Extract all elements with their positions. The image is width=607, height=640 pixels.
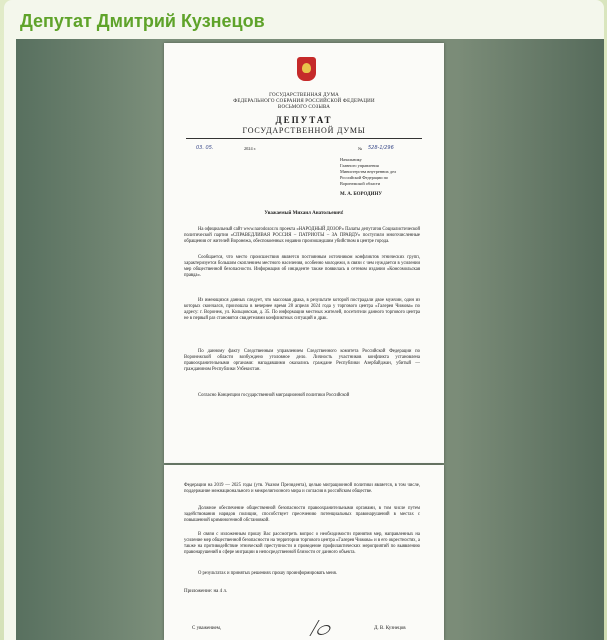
document-page-1	[164, 43, 444, 463]
paragraph: По данному факту Следственным управлением Следственного комитета Российской Федерации по Воронежской области возбуждено уголовное дело. Личность участников конфликта установлена правоохранительными органами: нападавшими оказались граждане Республики Азербайджан, убитый — гражданином Республики Узбекистан.	[184, 349, 420, 373]
document-photo[interactable]	[16, 39, 604, 640]
attachment-note: Приложение: на 4 л.	[184, 589, 228, 594]
document-title: ДЕПУТАТ	[275, 115, 333, 125]
paragraph: О результатах и принятых решениях прошу проинформировать меня.	[198, 571, 337, 576]
document-page-2	[164, 465, 444, 640]
header-line: ФЕДЕРАЛЬНОГО СОБРАНИЯ РОССИЙСКОЙ ФЕДЕРАЦИИ	[233, 99, 375, 104]
recipient-line: Воронежской области	[340, 181, 381, 186]
greeting: Уважаемый Михаил Анатольевич!	[264, 211, 344, 216]
recipient-line: Главного управления	[340, 163, 379, 168]
header-line: ВОСЬМОГО СОЗЫВА	[277, 105, 331, 110]
paragraph: Из имеющихся данных следует, что массовая драка, в результате которой пострадали двое мужчин, один из которых скончался, произошла в вечернее время 28 апреля 2024 года у торгового центра «Галерея Чижова» по адресу: г. Воронеж, ул. Кольцовская, д. 35. По информации местных жителей, посетители данного торгового центра не в первый раз становятся свидетелями конфликтных ситуаций и драк.	[184, 298, 420, 322]
paragraph: Сообщается, что место происшествия является постоянным источником конфликтов этнических групп, характеризуется большим скоплением местного населения, особенно молодежи, в связи с чем нуждается в усилении мер общественной безопасности. Информация об инциденте также появилась в сетевом издании «Комсомольская правда».	[184, 255, 420, 279]
header-line: ГОСУДАРСТВЕННАЯ ДУМА	[269, 93, 339, 98]
paragraph: Согласно Концепции государственной миграционной политики Российской	[198, 393, 350, 398]
number-prefix: №	[358, 146, 363, 151]
number-handwritten: 528-1/296	[368, 145, 394, 151]
recipient-line: Начальнику	[340, 157, 362, 162]
paragraph: Должное обеспечение общественной безопасности правоохранительными органами, в том числе путем задействования нарядов полиции, способствует пресечению потенциальных правонарушений в местах с повышенной криминогенной обстановкой.	[184, 506, 420, 524]
closing: С уважением,	[192, 626, 222, 631]
coat-of-arms-icon	[297, 57, 316, 81]
date-handwritten: 03. 05.	[196, 145, 214, 151]
recipient-name: М. А. БОРОДИНУ	[340, 192, 383, 197]
signatory-name: Д. В. Кузнецов	[374, 626, 406, 631]
header-divider	[186, 138, 422, 139]
recipient-line: Министерства внутренних дел	[340, 169, 397, 174]
paragraph: Федерации на 2019 — 2025 годы (утв. Указом Президента), целью миграционной политики является, в том числе, поддержание межнационального и межрелигиозного мира и согласия в российском обществе.	[184, 483, 420, 495]
recipient-line: Российской Федерации по	[340, 175, 389, 180]
paragraph: В связи с изложенным прошу Вас рассмотреть вопрос о необходимости принятия мер, направленных на усиление мер общественной безопасности на территории торгового центра «Галерея Чижова» и в его окрестностях, а также на противодействие этнической преступности и проведение профилактических мероприятий по выявлению правонарушений в сфере миграции в непосредственной близости от данного объекта.	[184, 532, 420, 556]
signature	[309, 620, 347, 636]
channel-name[interactable]: Депутат Дмитрий Кузнецов	[20, 11, 265, 31]
date-year: 2024 г.	[244, 146, 257, 151]
paragraph: На официальный сайт www.narodozor.ru проекта «НАРОДНЫЙ ДОЗОР» Палаты депутатов Социалистической политической партии «СПРАВЕДЛИВАЯ РОССИЯ – ПАТРИОТЫ – ЗА ПРАВДУ» поступили многочисленные обращения от жителей Воронежа, обеспокоенных недавно произошедшим убийством в центре города.	[184, 227, 420, 245]
document-subtitle: ГОСУДАРСТВЕННОЙ ДУМЫ	[242, 126, 366, 135]
